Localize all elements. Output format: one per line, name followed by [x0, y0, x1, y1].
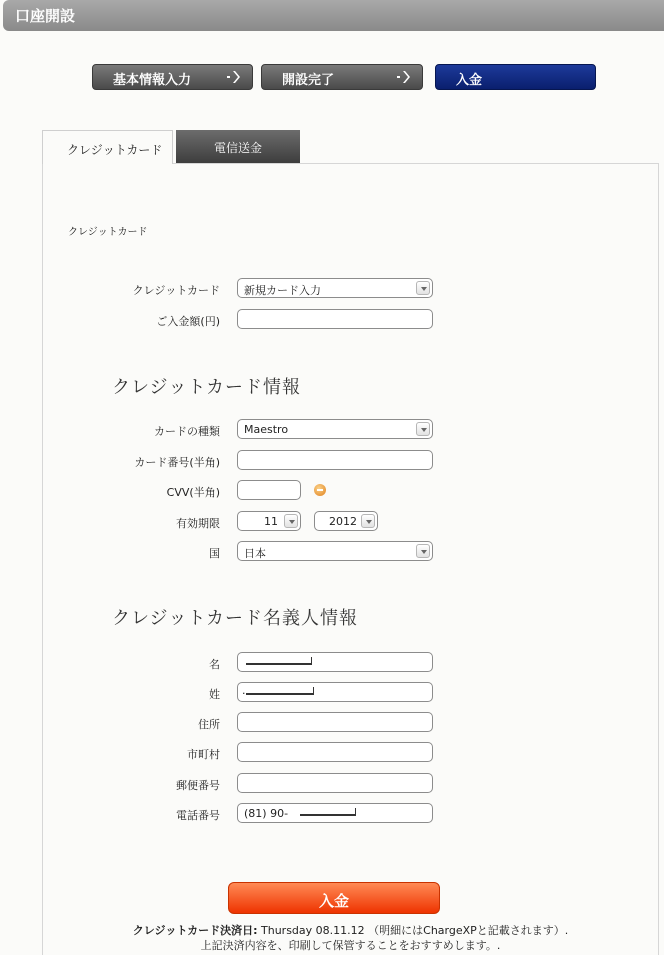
- holder-info-heading: クレジットカード名義人情報: [112, 608, 359, 629]
- step-deposit: [435, 64, 596, 90]
- print-advice-note: 上記決済内容を、印刷して保管することをおすすめします。.: [200, 939, 501, 952]
- expiry-label: 有効期限: [176, 517, 220, 530]
- arrow-right-icon: [396, 68, 414, 86]
- card-number-input[interactable]: [237, 450, 433, 470]
- card-info-heading: クレジットカード情報: [112, 377, 302, 398]
- card-number-label: カード番号(半角): [134, 456, 220, 469]
- phone-input[interactable]: [237, 803, 433, 823]
- expiry-year-select[interactable]: [314, 511, 378, 531]
- tab-label: 電信送金: [214, 141, 263, 155]
- city-input[interactable]: [237, 742, 433, 762]
- chevron-down-icon: [416, 422, 430, 436]
- redaction-mark: [300, 808, 356, 816]
- chevron-down-icon: [284, 514, 298, 528]
- last-name-value: .: [242, 684, 246, 697]
- address-label: 住所: [198, 718, 220, 731]
- card-select-label: クレジットカード: [132, 284, 220, 297]
- chevron-down-icon: [361, 514, 375, 528]
- settlement-date-label: クレジットカード決済日:: [132, 924, 258, 937]
- amount-label: ご入金額(円): [156, 315, 220, 328]
- card-type-select[interactable]: [237, 419, 433, 439]
- last-name-label: 姓: [209, 688, 220, 701]
- step-label: 開設完了: [282, 73, 335, 88]
- first-name-input[interactable]: [237, 652, 433, 672]
- tab-credit-card[interactable]: [42, 130, 173, 164]
- tab-wire-transfer[interactable]: [176, 130, 300, 164]
- expiry-year-value: 2012: [329, 515, 357, 528]
- country-value: 日本: [244, 547, 266, 560]
- page-title: 口座開設: [15, 7, 76, 25]
- step-account-complete: [261, 64, 423, 90]
- card-type-label: カードの種類: [154, 425, 220, 438]
- redaction-mark: [246, 657, 312, 665]
- phone-value: (81) 90-: [244, 807, 289, 820]
- redaction-mark: [246, 687, 314, 695]
- step-basic-info: [92, 64, 253, 90]
- expiry-month-value: 11: [264, 515, 278, 528]
- help-icon[interactable]: [314, 484, 326, 496]
- arrow-right-icon: [226, 68, 244, 86]
- settlement-date-value: Thursday 08.11.12 （明細にはChargeXPと記載されます）.: [257, 924, 569, 937]
- deposit-button-label: 入金: [318, 892, 349, 910]
- postal-code-input[interactable]: [237, 773, 433, 793]
- cvv-label: CVV(半角): [166, 486, 220, 499]
- tab-label: クレジットカード: [67, 143, 163, 157]
- cvv-input[interactable]: [237, 480, 301, 500]
- step-label: 入金: [456, 73, 483, 88]
- last-name-input[interactable]: [237, 682, 433, 702]
- page-header: [3, 0, 664, 31]
- address-input[interactable]: [237, 712, 433, 732]
- card-select-value: 新規カード入力: [244, 284, 321, 297]
- card-select[interactable]: [237, 278, 433, 298]
- deposit-button[interactable]: [228, 882, 440, 914]
- chevron-down-icon: [416, 281, 430, 295]
- country-select[interactable]: [237, 541, 433, 561]
- postal-code-label: 郵便番号: [176, 779, 220, 792]
- step-label: 基本情報入力: [113, 73, 192, 88]
- phone-label: 電話番号: [176, 809, 220, 822]
- chevron-down-icon: [416, 544, 430, 558]
- settlement-date-note: [42, 922, 659, 938]
- amount-input[interactable]: [237, 309, 433, 329]
- expiry-month-select[interactable]: [237, 511, 301, 531]
- card-type-value: Maestro: [244, 423, 289, 436]
- first-name-label: 名: [209, 658, 220, 671]
- city-label: 市町村: [187, 748, 220, 761]
- country-label: 国: [209, 547, 220, 560]
- section-label: クレジットカード: [68, 227, 148, 238]
